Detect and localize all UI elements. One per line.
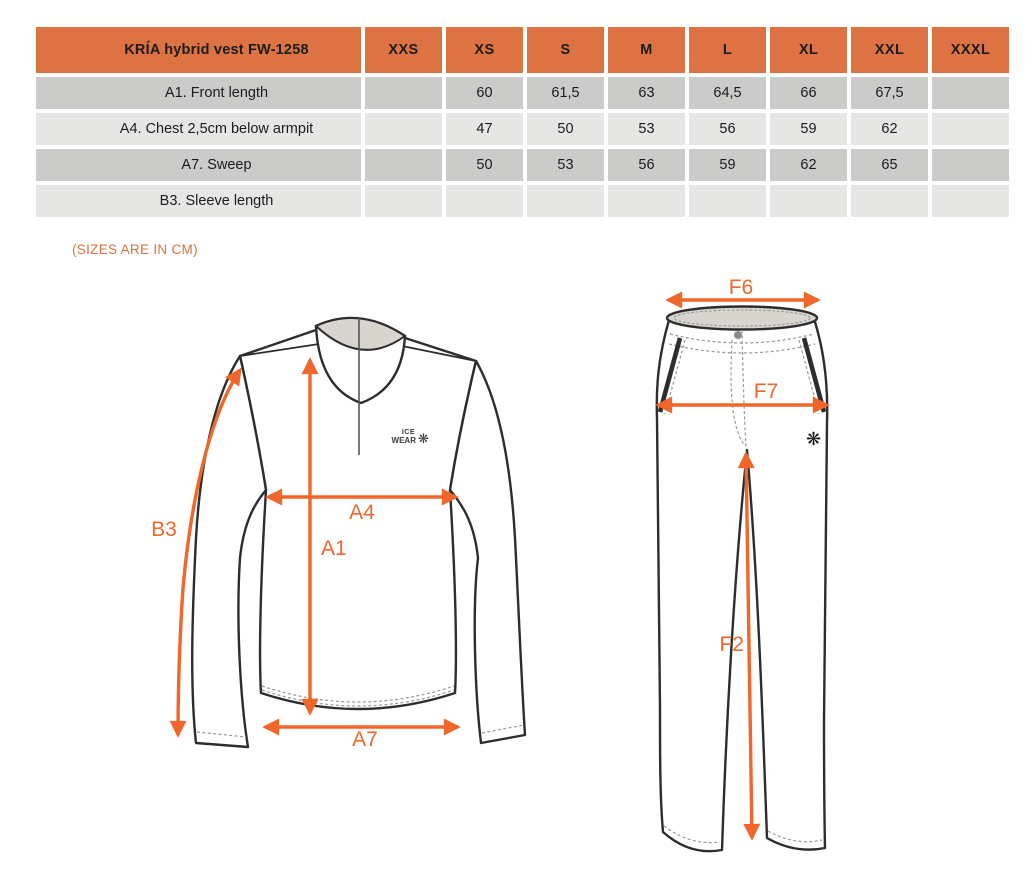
row-label: A4. Chest 2,5cm below armpit [36,113,361,145]
icewear-logo-line2: WEAR [391,436,416,445]
size-cell: 65 [851,149,928,181]
table-header-size: XXS [365,27,442,73]
table-header-size: XXL [851,27,928,73]
table-header-size: XL [770,27,847,73]
size-cell [932,149,1009,181]
b3-label: B3 [151,518,177,541]
size-cell [365,113,442,145]
table-row [36,113,1009,145]
size-cell [365,77,442,109]
size-cell [932,113,1009,145]
size-cell: 56 [689,113,766,145]
size-cell [365,149,442,181]
sizes-note: (SIZES ARE IN CM) [72,242,198,257]
table-header-size: S [527,27,604,73]
size-cell: 63 [608,77,685,109]
snowflake-icon: ❋ [806,429,822,449]
size-cell: 67,5 [851,77,928,109]
size-table [32,23,1013,221]
table-header-size: L [689,27,766,73]
pants-diagram [620,278,860,890]
size-cell [446,185,523,217]
f7-label: F7 [753,380,779,403]
table-row [36,77,1009,109]
a1-label: A1 [321,537,347,560]
size-table-head-row [36,27,1009,73]
pants-outline [657,309,827,851]
size-cell [851,185,928,217]
f6-label: F6 [728,278,754,299]
size-cell [527,185,604,217]
size-cell: 53 [608,113,685,145]
table-row [36,185,1009,217]
size-cell: 50 [527,113,604,145]
size-cell: 62 [851,113,928,145]
size-cell [365,185,442,217]
waist-button [734,331,742,339]
size-cell [689,185,766,217]
a7-label: A7 [352,728,378,751]
size-cell: 47 [446,113,523,145]
size-cell: 60 [446,77,523,109]
size-cell: 61,5 [527,77,604,109]
table-header-product: KRÍA hybrid vest FW-1258 [36,27,361,73]
table-row [36,149,1009,181]
snowflake-icon: ❋ [418,431,429,446]
table-header-size: M [608,27,685,73]
row-label: A1. Front length [36,77,361,109]
size-cell: 53 [527,149,604,181]
size-table-body [36,77,1009,217]
f2-label: F2 [719,633,744,656]
size-cell [932,185,1009,217]
size-cell: 66 [770,77,847,109]
sweater-diagram [128,288,588,788]
size-cell [932,77,1009,109]
icewear-logo-line1: ICE [401,429,415,436]
row-label: A7. Sweep [36,149,361,181]
row-label: B3. Sleeve length [36,185,361,217]
size-cell: 59 [770,113,847,145]
size-cell: 59 [689,149,766,181]
size-cell: 56 [608,149,685,181]
size-cell: 62 [770,149,847,181]
table-header-size: XXXL [932,27,1009,73]
a4-label: A4 [349,501,375,524]
size-cell: 50 [446,149,523,181]
table-header-size: XS [446,27,523,73]
size-cell [770,185,847,217]
size-cell: 64,5 [689,77,766,109]
size-cell [608,185,685,217]
